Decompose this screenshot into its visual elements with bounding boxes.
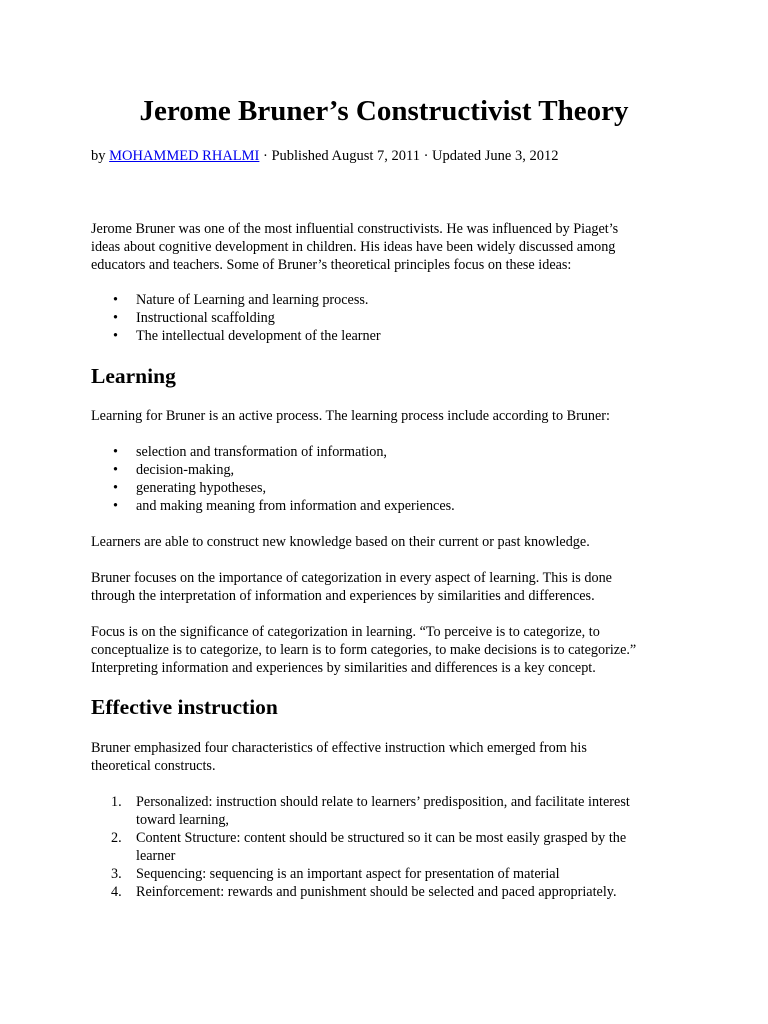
list-item-line: toward learning,	[136, 812, 229, 828]
list-item-text: decision-making,	[136, 462, 235, 478]
paragraph-line: theoretical constructs.	[91, 758, 216, 774]
characteristics-list	[91, 793, 691, 901]
knowledge-paragraph: Learners are able to construct new knowledge based on their current or past knowledge.	[91, 534, 590, 550]
list-item	[91, 327, 691, 345]
list-item-line: Personalized: instruction should relate to learners’ predisposition, and facilitate interest	[136, 794, 630, 810]
paragraph-line: conceptualize is to categorize, to learn is to form categories, to make decisions is to categorize.”	[91, 642, 637, 658]
paragraph-line: Focus is on the significance of categorization in learning. “To perceive is to categorize, to	[91, 624, 600, 640]
list-item	[91, 291, 691, 309]
list-item-text: selection and transformation of information,	[136, 444, 387, 460]
bullet-marker: •	[113, 498, 118, 514]
list-item-line: Reinforcement: rewards and punishment should be selected and paced appropriately.	[136, 884, 617, 900]
paragraph-line: Bruner emphasized four characteristics of effective instruction which emerged from his	[91, 740, 587, 756]
list-item	[91, 461, 691, 479]
list-item	[91, 865, 691, 883]
list-item-line: Sequencing: sequencing is an important aspect for presentation of material	[136, 866, 560, 882]
list-item-line: learner	[136, 848, 176, 864]
list-item	[91, 309, 691, 327]
list-item-text: Instructional scaffolding	[136, 310, 275, 326]
list-item-text: and making meaning from information and experiences.	[136, 498, 455, 514]
list-item	[91, 443, 691, 461]
byline	[91, 147, 559, 165]
principles-list	[91, 291, 691, 345]
instruction-intro	[91, 739, 691, 775]
paragraph-line: Bruner focuses on the importance of categorization in every aspect of learning. This is done	[91, 570, 612, 586]
author-link[interactable]: MOHAMMED RHALMI	[109, 148, 260, 164]
number-marker: 3.	[111, 866, 122, 882]
list-item-text: Nature of Learning and learning process.	[136, 292, 369, 308]
quote-paragraph	[91, 623, 691, 677]
list-item-line: Content Structure: content should be structured so it can be most easily grasped by the	[136, 830, 627, 846]
byline-prefix: by	[91, 148, 110, 164]
byline-dates: · Published August 7, 2011 · Updated June 3, 2012	[259, 148, 559, 164]
paragraph-line: through the interpretation of information and experiences by similarities and differences.	[91, 588, 595, 604]
effective-instruction-heading: Effective instruction	[91, 695, 278, 719]
number-marker: 4.	[111, 884, 122, 900]
bullet-marker: •	[113, 292, 118, 308]
intro-line: educators and teachers. Some of Bruner’s theoretical principles focus on these ideas:	[91, 257, 572, 273]
page-title: Jerome Bruner’s Constructivist Theory	[139, 95, 629, 127]
intro-line: ideas about cognitive development in children. His ideas have been widely discussed among	[91, 239, 616, 255]
bullet-marker: •	[113, 310, 118, 326]
bullet-marker: •	[113, 462, 118, 478]
list-item	[91, 883, 691, 901]
intro-paragraph	[91, 220, 691, 274]
list-item-text: The intellectual development of the learner	[136, 328, 381, 344]
bullet-marker: •	[113, 444, 118, 460]
learning-intro: Learning for Bruner is an active process. The learning process include according to Bruner:	[91, 408, 610, 424]
bullet-marker: •	[113, 328, 118, 344]
learning-process-list	[91, 443, 691, 515]
list-item	[91, 829, 691, 865]
bullet-marker: •	[113, 480, 118, 496]
intro-line: Jerome Bruner was one of the most influential constructivists. He was influenced by Piaget’s	[91, 221, 619, 237]
list-item	[91, 793, 691, 829]
categorization-paragraph	[91, 569, 691, 605]
list-item-text: generating hypotheses,	[136, 480, 267, 496]
learning-heading: Learning	[91, 364, 176, 388]
list-item	[91, 479, 691, 497]
number-marker: 1.	[111, 794, 122, 810]
number-marker: 2.	[111, 830, 122, 846]
paragraph-line: Interpreting information and experiences by similarities and differences is a key concept.	[91, 660, 596, 676]
list-item	[91, 497, 691, 515]
